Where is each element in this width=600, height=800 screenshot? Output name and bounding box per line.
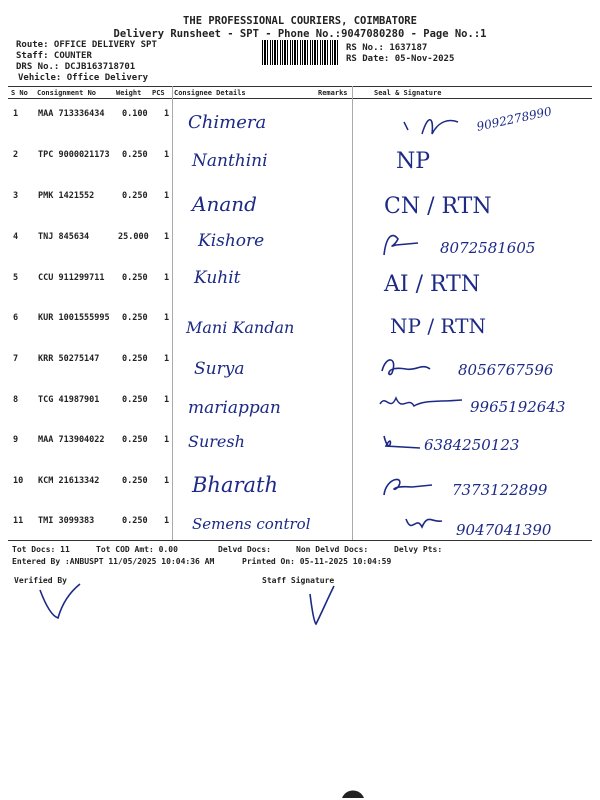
col-header-sno: S No [11, 89, 28, 97]
row-consignment: MAA 713904022 [38, 435, 105, 445]
row-consignment: TNJ 845634 [38, 232, 90, 242]
row-weight: 0.250 [122, 395, 148, 405]
row-sno: 8 [13, 395, 19, 405]
row-consignment: MAA 713336434 [38, 109, 105, 119]
row-pcs: 1 [164, 273, 170, 283]
col-header-pcs: PCS [152, 89, 165, 97]
row-sno: 11 [13, 516, 24, 526]
consignee-handwriting: Kuhit [194, 268, 241, 288]
row-sno: 2 [13, 150, 19, 160]
entered-by: Entered By :ANBUSPT 11/05/2025 10:04:36 AM [12, 557, 215, 566]
row-pcs: 1 [164, 476, 170, 486]
total-cod-amount: Tot COD Amt: 0.00 [96, 545, 178, 554]
table-row [0, 139, 600, 179]
consignee-handwriting: Surya [194, 359, 245, 379]
row-pcs: 1 [164, 435, 170, 445]
row-weight: 0.250 [122, 354, 148, 364]
row-pcs: 1 [164, 313, 170, 323]
scan-smudge [340, 786, 366, 798]
row-pcs: 1 [164, 395, 170, 405]
row-consignment: TCG 41987901 [38, 395, 100, 405]
signature-scribble [402, 509, 452, 539]
delivery-points: Delvy Pts: [394, 545, 443, 554]
row-consignment: KCM 21613342 [38, 476, 100, 486]
verified-signature [36, 582, 86, 622]
verified-by-label: Verified By [14, 576, 67, 585]
row-consignment: KRR 50275147 [38, 354, 100, 364]
table-row [0, 505, 600, 545]
non-delivered-docs: Non Delvd Docs: [296, 545, 369, 554]
row-sno: 7 [13, 354, 19, 364]
barcode-image [262, 40, 340, 65]
row-weight: 0.250 [122, 476, 148, 486]
printed-on: Printed On: 05-11-2025 10:04:59 [242, 557, 392, 566]
signature-scribble [398, 108, 468, 138]
table-row [0, 302, 600, 342]
table-row [0, 465, 600, 505]
table-row [0, 98, 600, 138]
signature-handwriting: CN / RTN [384, 194, 492, 219]
row-weight: 0.250 [122, 150, 148, 160]
runsheet-title: THE PROFESSIONAL COURIERS, COIMBATORE [183, 15, 417, 27]
row-sno: 3 [13, 191, 19, 201]
rs-number: RS No.: 1637187 [346, 43, 428, 53]
row-consignment: KUR 1001555995 [38, 313, 110, 323]
table-row [0, 180, 600, 220]
vehicle-text: Vehicle: Office Delivery [18, 73, 149, 83]
row-sno: 5 [13, 273, 19, 283]
row-sno: 6 [13, 313, 19, 323]
col-header-consignee: Consignee Details [174, 89, 246, 97]
signature-scribble [376, 430, 426, 460]
staff-signature [304, 582, 344, 628]
row-weight: 0.250 [122, 516, 148, 526]
row-pcs: 1 [164, 232, 170, 242]
row-consignment: CCU 911299711 [38, 273, 105, 283]
table-row [0, 424, 600, 464]
row-weight: 25.000 [118, 232, 149, 242]
row-pcs: 1 [164, 354, 170, 364]
signature-handwriting: 7373122899 [452, 481, 548, 499]
row-pcs: 1 [164, 150, 170, 160]
row-consignment: TMI 3099383 [38, 516, 95, 526]
row-pcs: 1 [164, 191, 170, 201]
consignee-handwriting: Chimera [188, 112, 267, 133]
signature-scribble [378, 471, 438, 501]
consignee-handwriting: Suresh [188, 432, 245, 451]
staff-signature-label: Staff Signature [262, 576, 335, 585]
col-header-remarks: Remarks [318, 89, 348, 97]
signature-handwriting: 9047041390 [456, 521, 552, 539]
row-sno: 9 [13, 435, 19, 445]
route-text: Route: OFFICE DELIVERY SPT [16, 40, 157, 50]
rs-date: RS Date: 05-Nov-2025 [346, 54, 455, 64]
row-consignment: TPC 9000021173 [38, 150, 110, 160]
col-header-weight: Weight [116, 89, 142, 97]
signature-handwriting: 6384250123 [424, 436, 520, 454]
consignee-handwriting: Kishore [198, 231, 265, 251]
row-sno: 10 [13, 476, 24, 486]
consignee-handwriting: Nanthini [192, 151, 268, 171]
signature-handwriting: AI / RTN [384, 272, 481, 297]
table-row [0, 221, 600, 261]
consignee-handwriting: Mani Kandan [186, 318, 295, 337]
row-weight: 0.250 [122, 191, 148, 201]
row-weight: 0.250 [122, 435, 148, 445]
table-row [0, 262, 600, 302]
table-row [0, 343, 600, 383]
signature-handwriting: 8072581605 [440, 239, 536, 257]
signature-handwriting: NP [396, 149, 431, 174]
row-weight: 0.250 [122, 313, 148, 323]
row-sno: 4 [13, 232, 19, 242]
row-sno: 1 [13, 109, 19, 119]
col-header-consignment: Consignment No [37, 89, 97, 97]
drs-number: DRS No.: DCJB163718701 [16, 62, 136, 72]
table-bottom-rule [8, 540, 592, 541]
consignee-handwriting: Semens control [192, 515, 311, 533]
consignee-handwriting: mariappan [188, 398, 281, 418]
signature-handwriting: NP / RTN [390, 314, 486, 338]
row-consignment: PMK 1421552 [38, 191, 95, 201]
table-row [0, 384, 600, 424]
consignee-handwriting: Anand [192, 192, 257, 216]
signature-scribble [376, 390, 466, 416]
runsheet-subtitle: Delivery Runsheet - SPT - Phone No.:9047080280 - Page No.:1 [113, 28, 487, 40]
consignee-handwriting: Bharath [192, 473, 278, 497]
signature-handwriting: 8056767596 [458, 361, 554, 379]
row-weight: 0.100 [122, 109, 148, 119]
signature-scribble [378, 227, 438, 259]
staff-text: Staff: COUNTER [16, 51, 92, 61]
signature-scribble [376, 351, 456, 381]
col-header-seal: Seal & Signature [374, 89, 442, 97]
delivered-docs: Delvd Docs: [218, 545, 271, 554]
row-weight: 0.250 [122, 273, 148, 283]
table-top-rule [8, 86, 592, 87]
row-pcs: 1 [164, 109, 170, 119]
signature-handwriting: 9965192643 [470, 398, 566, 416]
signature-handwriting: 9092278990 [475, 104, 553, 134]
total-docs: Tot Docs: 11 [12, 545, 70, 554]
row-pcs: 1 [164, 516, 170, 526]
